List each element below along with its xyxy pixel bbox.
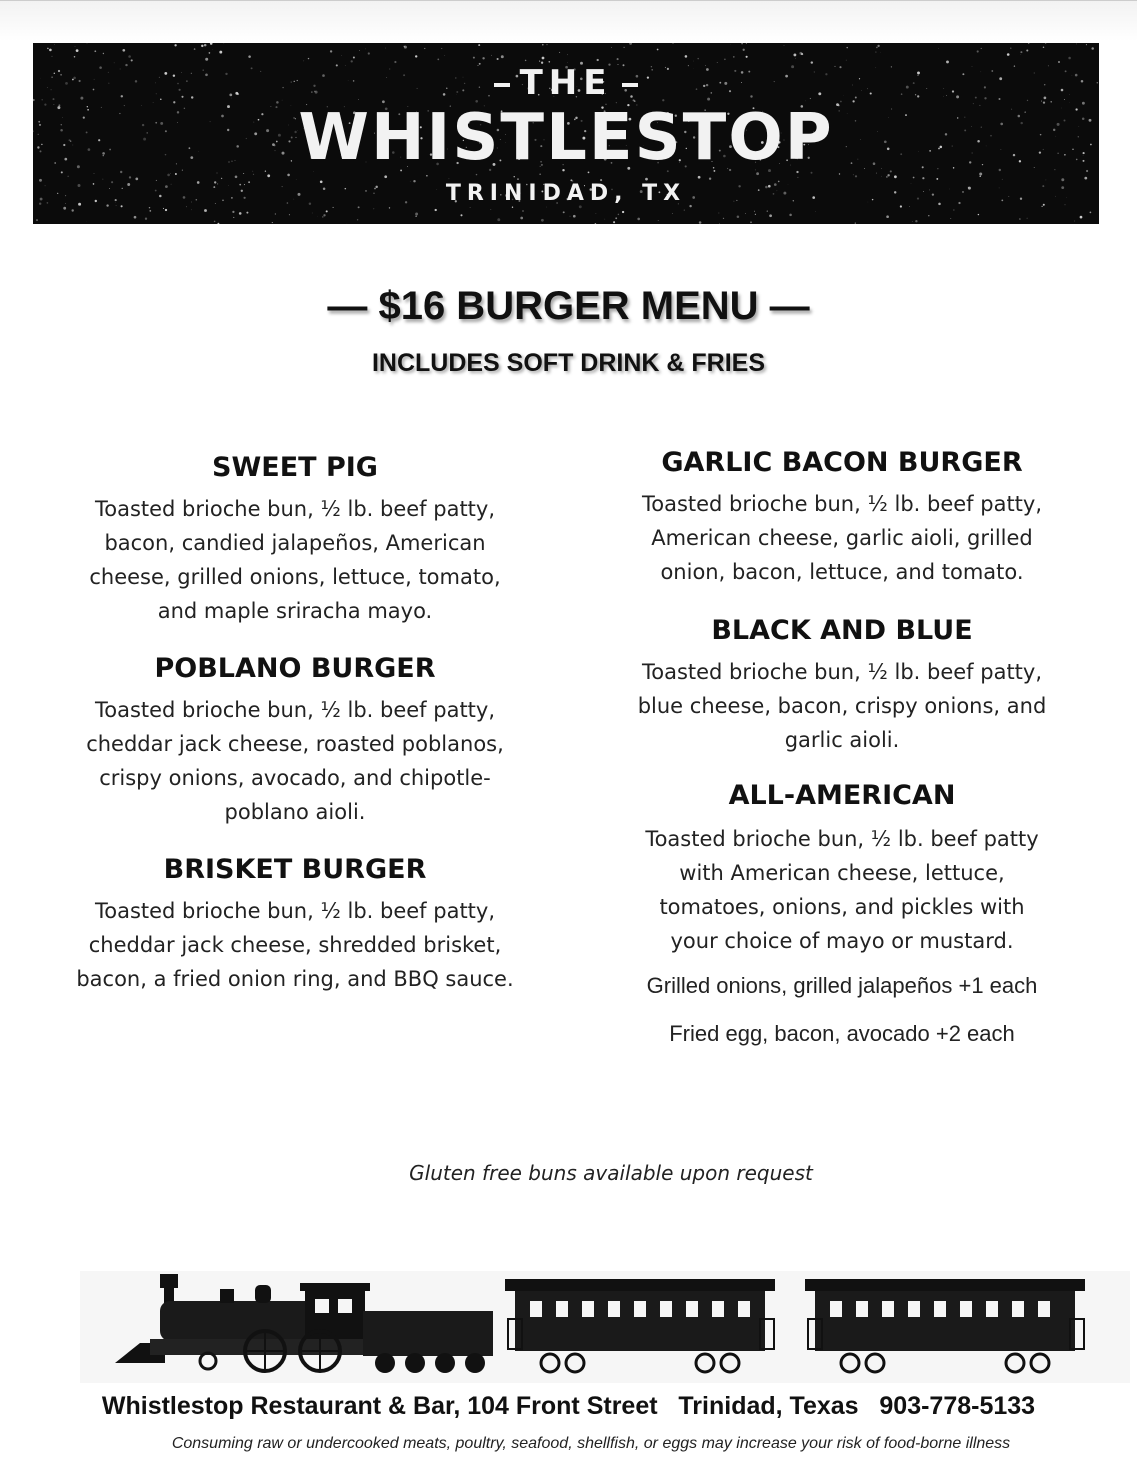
- desc-line: American cheese, garlic aioli, grilled: [651, 526, 1033, 550]
- right-menu-column: [604, 445, 1080, 1055]
- item-title-garlic-bacon-burger: GARLIC BACON BURGER: [661, 447, 1023, 478]
- train-illustration: [80, 1271, 1130, 1383]
- item-desc-brisket-burger: [55, 894, 535, 996]
- desc-line: Toasted brioche bun, ½ lb. beef patty,: [94, 899, 496, 923]
- banner-restaurant-name: WHISTLESTOP: [298, 101, 834, 175]
- menu-subheading: INCLUDES SOFT DRINK & FRIES: [371, 349, 766, 377]
- desc-line: Toasted brioche bun, ½ lb. beef patty,: [641, 660, 1043, 684]
- left-menu-column: [55, 450, 535, 1010]
- desc-line: crispy onions, avocado, and chipotle-: [99, 766, 491, 790]
- addon-grilled: Grilled onions, grilled jalapeños +1 each: [646, 973, 1038, 998]
- desc-line: poblano aioli.: [224, 800, 366, 824]
- item-desc-sweet-pig: [55, 492, 535, 628]
- item-title-sweet-pig: SWEET PIG: [212, 452, 378, 483]
- desc-line: garlic aioli.: [784, 728, 900, 752]
- desc-line: cheddar jack cheese, roasted poblanos,: [86, 732, 504, 756]
- desc-line: onion, bacon, lettuce, and tomato.: [660, 560, 1024, 584]
- desc-line: Toasted brioche bun, ½ lb. beef patty,: [94, 698, 496, 722]
- item-title-brisket-burger: BRISKET BURGER: [163, 854, 427, 885]
- item-desc-black-and-blue: [604, 655, 1080, 757]
- desc-line: cheddar jack cheese, shredded brisket,: [88, 933, 502, 957]
- gluten-free-note: Gluten free buns available upon request: [409, 1161, 813, 1185]
- item-title-all-american: ALL-AMERICAN: [728, 780, 956, 811]
- banner-location: TRINIDAD, TX: [445, 181, 687, 206]
- desc-line: and maple sriracha mayo.: [157, 599, 433, 623]
- desc-line: blue cheese, bacon, crispy onions, and: [637, 694, 1047, 718]
- menu-heading: — $16 BURGER MENU —: [327, 284, 810, 328]
- page-top-edge: [0, 0, 1137, 41]
- desc-line: Toasted brioche bun, ½ lb. beef patty,: [94, 497, 496, 521]
- restaurant-banner: [33, 43, 1099, 224]
- addon-egg-bacon-avocado: Fried egg, bacon, avocado +2 each: [669, 1021, 1015, 1046]
- banner-the-text: THE: [519, 63, 613, 103]
- desc-line: Toasted brioche bun, ½ lb. beef patty: [645, 827, 1039, 851]
- desc-line: your choice of mayo or mustard.: [670, 929, 1014, 953]
- desc-line: tomatoes, onions, and pickles with: [659, 895, 1025, 919]
- desc-line: cheese, grilled onions, lettuce, tomato,: [89, 565, 501, 589]
- footer-address: Whistlestop Restaurant & Bar, 104 Front Street Trinidad, Texas 903-778-5133: [101, 1392, 1036, 1420]
- item-title-poblano-burger: POBLANO BURGER: [154, 653, 436, 684]
- desc-line: with American cheese, lettuce,: [679, 861, 1005, 885]
- desc-line: bacon, a fried onion ring, and BBQ sauce.: [76, 967, 514, 991]
- desc-line: Toasted brioche bun, ½ lb. beef patty,: [641, 492, 1043, 516]
- desc-line: bacon, candied jalapeños, American: [104, 531, 486, 555]
- item-desc-poblano-burger: [55, 693, 535, 829]
- item-desc-garlic-bacon-burger: [604, 487, 1080, 589]
- footer-health-warning: Consuming raw or undercooked meats, poultry, seafood, shellfish, or eggs may increase your risk of food-borne illness: [171, 1435, 1011, 1452]
- item-desc-all-american: [604, 822, 1080, 958]
- item-title-black-and-blue: BLACK AND BLUE: [711, 615, 973, 646]
- banner-the: [33, 63, 1099, 103]
- steam-train-icon: [80, 1271, 1130, 1383]
